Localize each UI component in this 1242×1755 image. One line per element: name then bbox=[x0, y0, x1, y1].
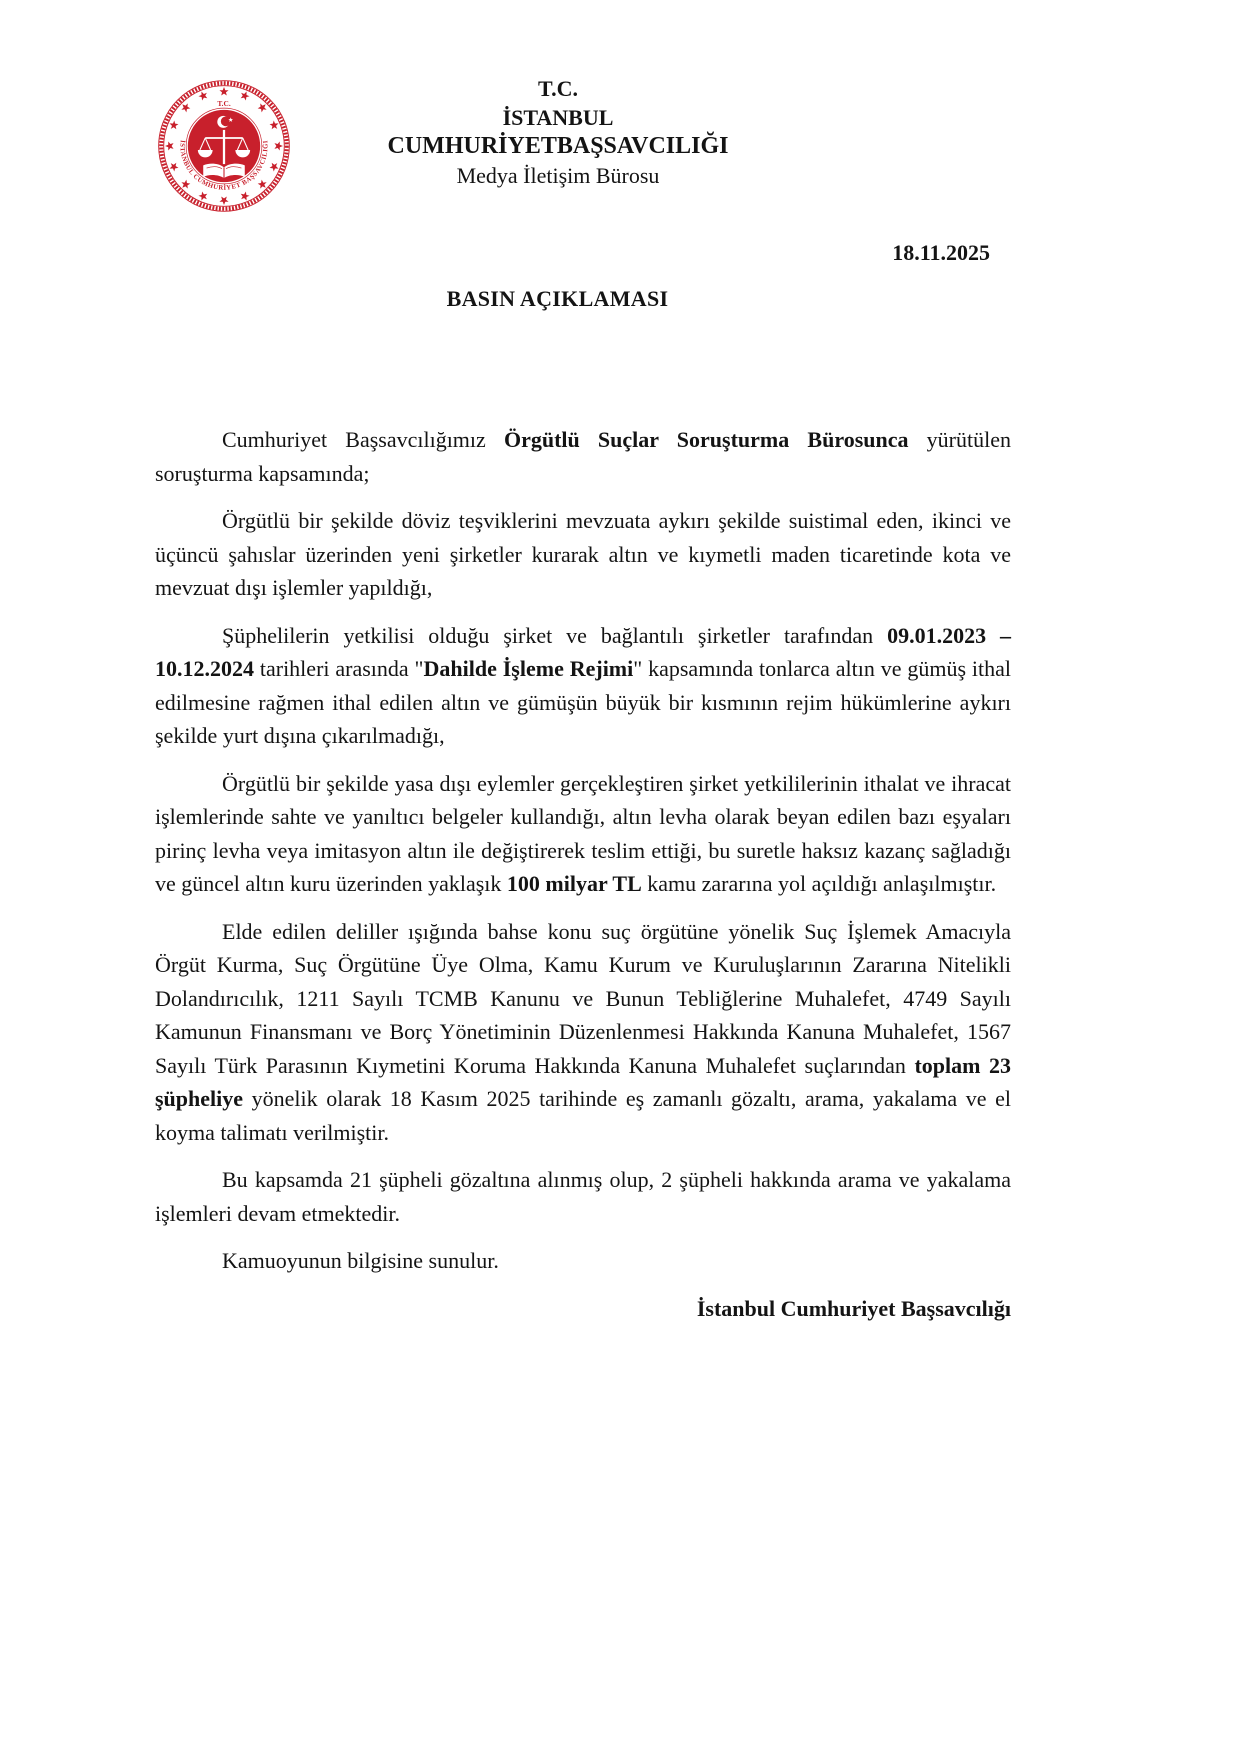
document-date: 18.11.2025 bbox=[892, 240, 990, 265]
text-run: Kamuoyunun bilgisine sunulur. bbox=[222, 1248, 499, 1273]
bold-text-run: Örgütlü Suçlar Soruşturma Bürosunca bbox=[503, 427, 909, 452]
emblem-tc-label: T.C. bbox=[217, 98, 231, 108]
letterhead-bureau: Medya İletişim Bürosu bbox=[456, 163, 660, 188]
text-run: Bu kapsamda 21 şüpheli gözaltına alınmış olup, 2 şüpheli hakkında arama ve yakalama işlemleri devam etmektedir. bbox=[155, 1167, 1011, 1226]
letterhead-tc: T.C. bbox=[538, 76, 578, 101]
emblem-ring-text: İSTANBUL CUMHURİYET BAŞSAVCILIĞI bbox=[178, 139, 270, 192]
bold-text-run: 09.01.2023 – 10.12.2024 bbox=[155, 622, 1012, 681]
text-run: yönelik olarak 18 Kasım 2025 tarihinde eş zamanlı gözaltı, arama, yakalama ve el koyma talimatı verilmiştir. bbox=[155, 1086, 1011, 1145]
document-body bbox=[155, 423, 1011, 1325]
text-run: Örgütlü bir şekilde yasa dışı eylemler gerçekleştiren şirket yetkililerinin ithalat ve ihracat işlemlerinde sahte ve yanıltıcı belgeler kullandığı, altın levha olarak beyan edilen bazı eşyaları pirinç levha veya imitasyon altın ile değiştirerek teslim ettiği, bu suretle haksız kazanç sağladığı ve güncel altın kuru üzerinden yaklaşık bbox=[155, 770, 1011, 896]
paragraph bbox=[155, 504, 1011, 605]
paragraph bbox=[155, 619, 1011, 753]
bold-text-run: toplam 23 şüpheliye bbox=[155, 1052, 1012, 1111]
paragraph bbox=[155, 423, 1011, 490]
signature: İstanbul Cumhuriyet Başsavcılığı bbox=[696, 1295, 1011, 1321]
text-run: kamu zararına yol açıldığı anlaşılmıştır. bbox=[641, 871, 997, 896]
text-run: Cumhuriyet Başsavcılığımız bbox=[222, 427, 504, 452]
text-run: Örgütlü bir şekilde döviz teşviklerini mevzuata aykırı şekilde suistimal eden, ikinci ve üçüncü şahıslar üzerinden yeni şirketler kurarak altın ve kıymetli maden ticaretinde kota ve mevzuat dışı işlemler yapıldığı, bbox=[155, 508, 1011, 600]
prosecutor-emblem bbox=[157, 79, 291, 213]
letterhead-office: CUMHURİYETBAŞSAVCILIĞI bbox=[387, 133, 729, 159]
text-run: tarihleri arasında " bbox=[254, 656, 424, 681]
text-run: Şüphelilerin yetkilisi olduğu şirket ve bağlantılı şirketler tarafından bbox=[222, 622, 888, 648]
bold-text-run: Dahilde İşleme Rejimi bbox=[423, 656, 634, 681]
paragraph bbox=[155, 1163, 1011, 1230]
document-title: BASIN AÇIKLAMASI bbox=[446, 286, 669, 311]
bold-text-run: 100 milyar TL bbox=[506, 871, 642, 896]
letterhead-city: İSTANBUL bbox=[502, 105, 614, 130]
paragraph bbox=[155, 915, 1011, 1150]
paragraph bbox=[155, 1244, 1011, 1278]
paragraph bbox=[155, 767, 1011, 901]
text-run: " kapsamında tonlarca altın ve gümüş ithal edilmesine rağmen ithal edilen altın ve gümüşün büyük bir kısmının rejim hükümlerine aykırı şekilde yurt dışına çıkarılmadığı, bbox=[155, 656, 1012, 748]
text-run: yürütülen soruşturma kapsamında; bbox=[155, 427, 1011, 486]
text-run: Elde edilen deliller ışığında bahse konu suç örgütüne yönelik Suç İşlemek Amacıyla Örgüt Kurma, Suç Örgütüne Üye Olma, Kamu Kurum ve Kuruluşlarının Zararına Nitelikli Dolandırıcılık, 1211 Sayılı TCMB Kanunu ve Bunun Tebliğlerine Muhalefet, 4749 Sayılı Kamunun Finansmanı ve Borç Yönetiminin Düzenlenmesi Hakkında Kanuna Muhalefet, 1567 Sayılı Türk Parasının Kıymetini Koruma Hakkında Kanuna Muhalefet suçlarından bbox=[155, 918, 1011, 1078]
letterhead bbox=[290, 74, 826, 190]
